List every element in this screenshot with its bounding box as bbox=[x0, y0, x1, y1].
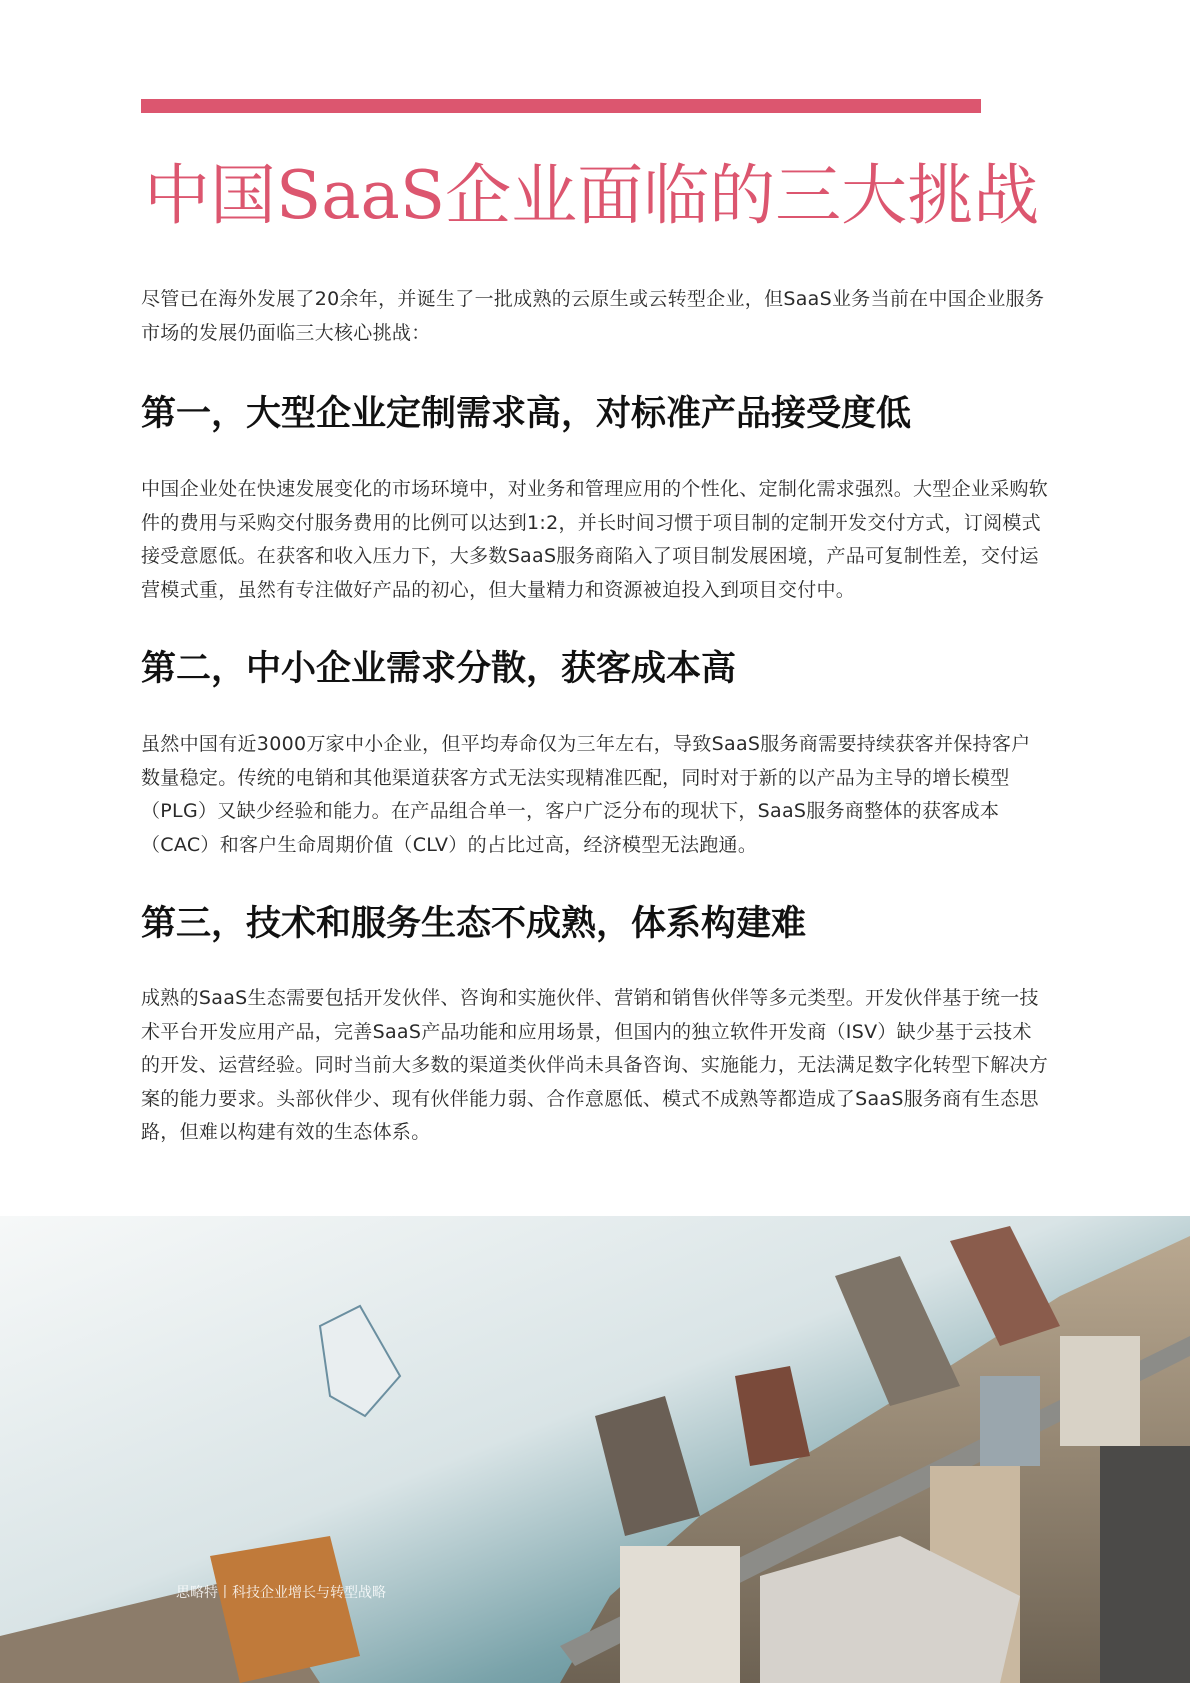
section-heading-2: 第二，中小企业需求分散，获客成本高 bbox=[141, 649, 737, 689]
aerial-city-illustration bbox=[0, 1216, 1190, 1683]
section-body-3: 成熟的SaaS生态需要包括开发伙伴、咨询和实施伙伴、营销和销售伙伴等多元类型。开发伙伴基于统一技术平台开发应用产品，完善SaaS产品功能和应用场景，但国内的独立软件开发商（ISV）缺少基于云技术的开发、运营经验。同时当前大多数的渠道类伙伴尚未具备咨询、实施能力，无法满足数字化转型下解决方案的能力要求。头部伙伴少、现有伙伴能力弱、合作意愿低、模式不成熟等都造成了SaaS服务商有生态思路，但难以构建有效的生态体系。 bbox=[141, 987, 1049, 1143]
section-heading-1: 第一，大型企业定制需求高，对标准产品接受度低 bbox=[141, 394, 912, 434]
footer-label: 思略特丨科技企业增长与转型战略 bbox=[176, 1585, 386, 1601]
page-title: 中国SaaS企业面临的三大挑战 bbox=[144, 157, 1040, 234]
title-accent-bar bbox=[141, 99, 981, 113]
section-body-2: 虽然中国有近3000万家中小企业，但平均寿命仅为三年左右，导致SaaS服务商需要持续获客并保持客户数量稳定。传统的电销和其他渠道获客方式无法实现精准匹配，同时对于新的以产品为主导的增长模型（PLG）又缺少经验和能力。在产品组合单一，客户广泛分布的现状下，SaaS服务商整体的获客成本（CAC）和客户生命周期价值（CLV）的占比过高，经济模型无法跑通。 bbox=[141, 733, 1031, 856]
section-heading-3: 第三，技术和服务生态不成熟，体系构建难 bbox=[141, 904, 807, 944]
aerial-city-photo bbox=[0, 1216, 1190, 1683]
intro-paragraph: 尽管已在海外发展了20余年，并诞生了一批成熟的云原生或云转型企业，但SaaS业务当前在中国企业服务市场的发展仍面临三大核心挑战： bbox=[141, 288, 1045, 344]
section-body-1: 中国企业处在快速发展变化的市场环境中，对业务和管理应用的个性化、定制化需求强烈。大型企业采购软件的费用与采购交付服务费用的比例可以达到1:2，并长时间习惯于项目制的定制开发交付方式，订阅模式接受意愿低。在获客和收入压力下，大多数SaaS服务商陷入了项目制发展困境，产品可复制性差，交付运营模式重，虽然有专注做好产品的初心，但大量精力和资源被迫投入到项目交付中。 bbox=[141, 478, 1049, 601]
